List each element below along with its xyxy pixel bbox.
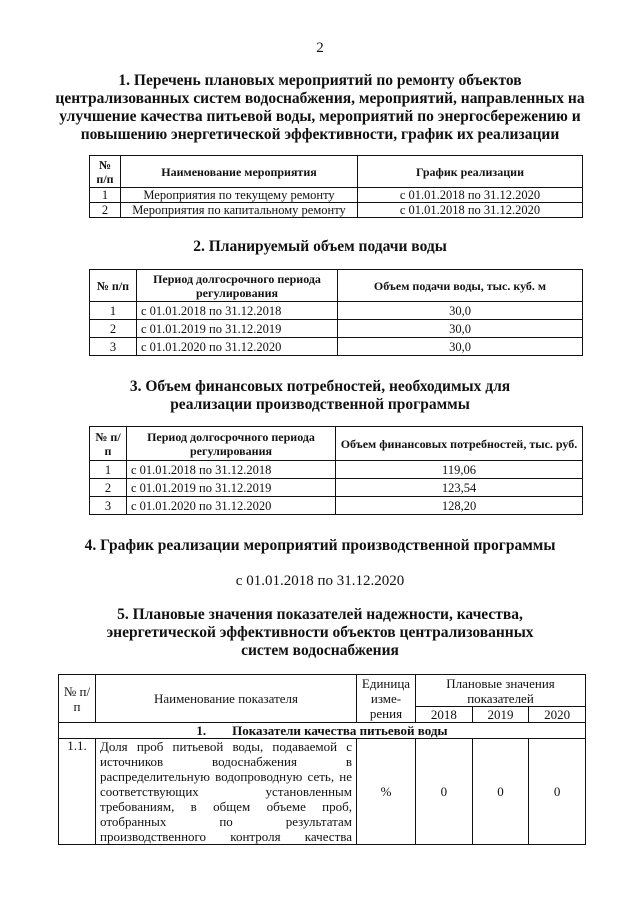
cell-volume: 30,0 bbox=[338, 302, 583, 320]
cell-period: с 01.01.2018 по 31.12.2018 bbox=[137, 302, 338, 320]
cell-period: с 01.01.2019 по 31.12.2019 bbox=[137, 320, 338, 338]
header-num: № п/п bbox=[59, 675, 96, 723]
finance-table bbox=[89, 426, 583, 515]
cell-num: 2 bbox=[90, 203, 121, 218]
section1-title: 1. Перечень плановых мероприятий по ремонту объектов централизованных систем водоснабжения, мероприятий, направленных на улучшение качества питьевой воды, мероприятий по энергосбережению и повышению энергетической эффективности, график их реализации bbox=[55, 72, 585, 143]
cell-value-2020: 0 bbox=[529, 739, 586, 845]
cell-measure: Мероприятия по текущему ремонту bbox=[121, 188, 358, 203]
header-period: Период долгосрочного периода регулирования bbox=[137, 270, 338, 302]
header-year-2020: 2020 bbox=[529, 707, 586, 723]
table-row bbox=[90, 479, 583, 497]
indicators-table bbox=[58, 674, 586, 845]
cell-indicator-name: Доля проб питьевой воды, подаваемой с источников водоснабжения в распределительную водопроводную сеть, не соответствующих установленным требованиям, в общем объеме проб, отобранных по результатам производственного контроля качества bbox=[96, 739, 357, 845]
table-row bbox=[90, 203, 583, 218]
table-row bbox=[59, 739, 586, 845]
header-volume: Объем подачи воды, тыс. куб. м bbox=[338, 270, 583, 302]
cell-period: с 01.01.2020 по 31.12.2020 bbox=[137, 338, 338, 356]
header-num: № п/п bbox=[90, 156, 121, 188]
cell-num: 2 bbox=[90, 320, 137, 338]
cell-finance: 119,06 bbox=[336, 461, 583, 479]
cell-period: с 01.01.2020 по 31.12.2020 bbox=[127, 497, 336, 515]
header-measure-name: Наименование мероприятия bbox=[121, 156, 358, 188]
section5-title: 5. Плановые значения показателей надежности, качества, энергетической эффективности объектов централизованных систем водоснабжения bbox=[106, 606, 534, 659]
cell-value-2019: 0 bbox=[472, 739, 529, 845]
section2-title: 2. Планируемый объем подачи воды bbox=[193, 238, 447, 255]
cell-num: 1 bbox=[90, 302, 137, 320]
water-volume-table bbox=[89, 269, 583, 356]
cell-schedule: с 01.01.2018 по 31.12.2020 bbox=[358, 188, 583, 203]
group-row bbox=[59, 723, 586, 739]
header-unit: Единица изме-рения bbox=[357, 675, 416, 723]
cell-volume: 30,0 bbox=[338, 338, 583, 356]
cell-unit: % bbox=[357, 739, 416, 845]
header-year-2018: 2018 bbox=[416, 707, 473, 723]
cell-period: с 01.01.2018 по 31.12.2018 bbox=[127, 461, 336, 479]
table-row bbox=[90, 320, 583, 338]
table-row bbox=[90, 338, 583, 356]
table-row bbox=[90, 188, 583, 203]
cell-num: 3 bbox=[90, 497, 127, 515]
cell-finance: 128,20 bbox=[336, 497, 583, 515]
header-finance: Объем финансовых потребностей, тыс. руб. bbox=[336, 427, 583, 461]
section4-period: с 01.01.2018 по 31.12.2020 bbox=[235, 573, 405, 589]
cell-num: 2 bbox=[90, 479, 127, 497]
table-row bbox=[90, 497, 583, 515]
cell-value-2018: 0 bbox=[416, 739, 473, 845]
header-num: № п/п bbox=[90, 427, 127, 461]
cell-finance: 123,54 bbox=[336, 479, 583, 497]
table-row bbox=[90, 461, 583, 479]
group-num: 1. bbox=[196, 722, 207, 738]
header-num: № п/п bbox=[90, 270, 137, 302]
cell-num: 3 bbox=[90, 338, 137, 356]
cell-volume: 30,0 bbox=[338, 320, 583, 338]
group-label bbox=[59, 723, 586, 739]
page-number: 2 bbox=[316, 40, 324, 56]
header-indicator-name: Наименование показателя bbox=[96, 675, 357, 723]
cell-num: 1 bbox=[90, 461, 127, 479]
measures-table bbox=[89, 155, 583, 218]
cell-num: 1.1. bbox=[59, 739, 96, 845]
cell-measure: Мероприятия по капитальному ремонту bbox=[121, 203, 358, 218]
header-period: Период долгосрочного периода регулирования bbox=[127, 427, 336, 461]
cell-num: 1 bbox=[90, 188, 121, 203]
cell-period: с 01.01.2019 по 31.12.2019 bbox=[127, 479, 336, 497]
section3-title: 3. Объем финансовых потребностей, необходимых для реализации производственной программы bbox=[129, 378, 511, 413]
table-row bbox=[90, 302, 583, 320]
group-title: Показатели качества питьевой воды bbox=[232, 722, 448, 738]
header-year-2019: 2019 bbox=[472, 707, 529, 723]
section4-title: 4. График реализации мероприятий производственной программы bbox=[84, 537, 556, 554]
header-schedule: График реализации bbox=[358, 156, 583, 188]
cell-schedule: с 01.01.2018 по 31.12.2020 bbox=[358, 203, 583, 218]
header-planned-values: Плановые значения показателей bbox=[416, 675, 586, 707]
